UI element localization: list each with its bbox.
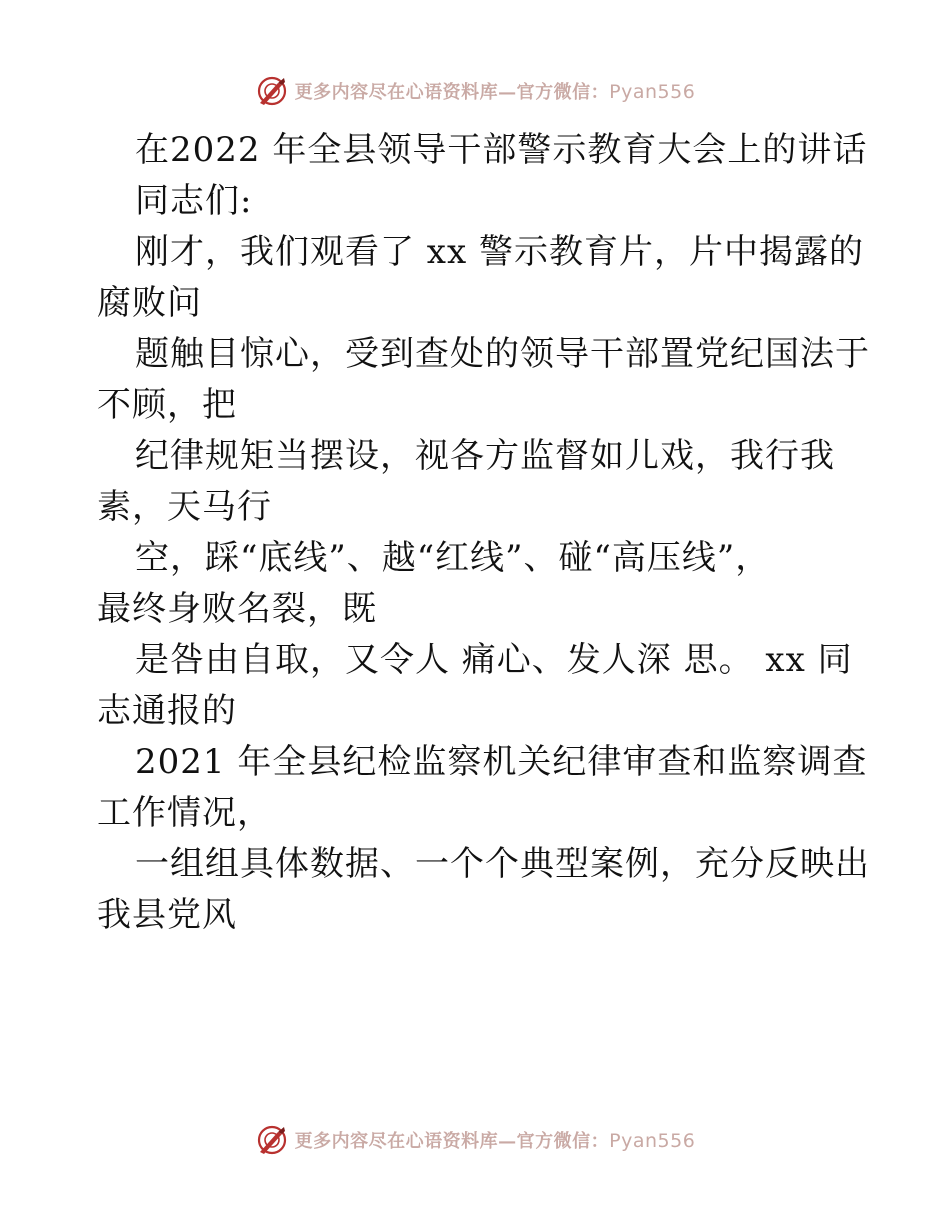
document-body [97, 125, 870, 941]
watermark-text [295, 78, 696, 104]
text-line: 是咎由自取，又令人 痛心、发人深 思。 xx 同 [135, 640, 853, 680]
watermark-text [295, 1127, 696, 1153]
text-line: 空，踩“底线”、越“红线”、碰“高压线”， [135, 538, 771, 578]
text-line: 志通报的 [97, 691, 237, 731]
watermark-main-text: 更多内容尽在心语资料库—官方微信： [294, 82, 610, 103]
text-line: 2021 年全县纪检监察机关纪律审查和监察调查 [135, 742, 868, 782]
text-line: 素，天马行 [97, 487, 272, 527]
document-title: 在2022 年全县领导干部警示教育大会上的讲话 [135, 130, 868, 170]
text-line: 刚才，我们观看了 xx 警示教育片，片中揭露的 [135, 232, 864, 272]
text-line: 题触目惊心，受到查处的领导干部置党纪国法于 [135, 334, 870, 374]
text-line: 腐败问 [97, 283, 202, 323]
header-watermark [0, 71, 950, 111]
footer-watermark [0, 1120, 950, 1160]
salutation: 同志们: [135, 181, 253, 221]
text-line: 不顾，把 [97, 385, 237, 425]
text-line: 我县党风 [97, 895, 237, 935]
pen-circle-logo-icon [255, 74, 289, 108]
text-line: 工作情况， [97, 793, 272, 833]
watermark-main-text: 更多内容尽在心语资料库—官方微信： [294, 1131, 610, 1152]
text-line: 纪律规矩当摆设，视各方监督如儿戏，我行我 [135, 436, 835, 476]
watermark-wechat-id: Pyan556 [609, 81, 696, 103]
text-line: 最终身败名裂，既 [97, 589, 377, 629]
pen-circle-logo-icon [255, 1123, 289, 1157]
text-line: 一组组具体数据、一个个典型案例，充分反映出 [135, 844, 870, 884]
watermark-wechat-id: Pyan556 [609, 1130, 696, 1152]
